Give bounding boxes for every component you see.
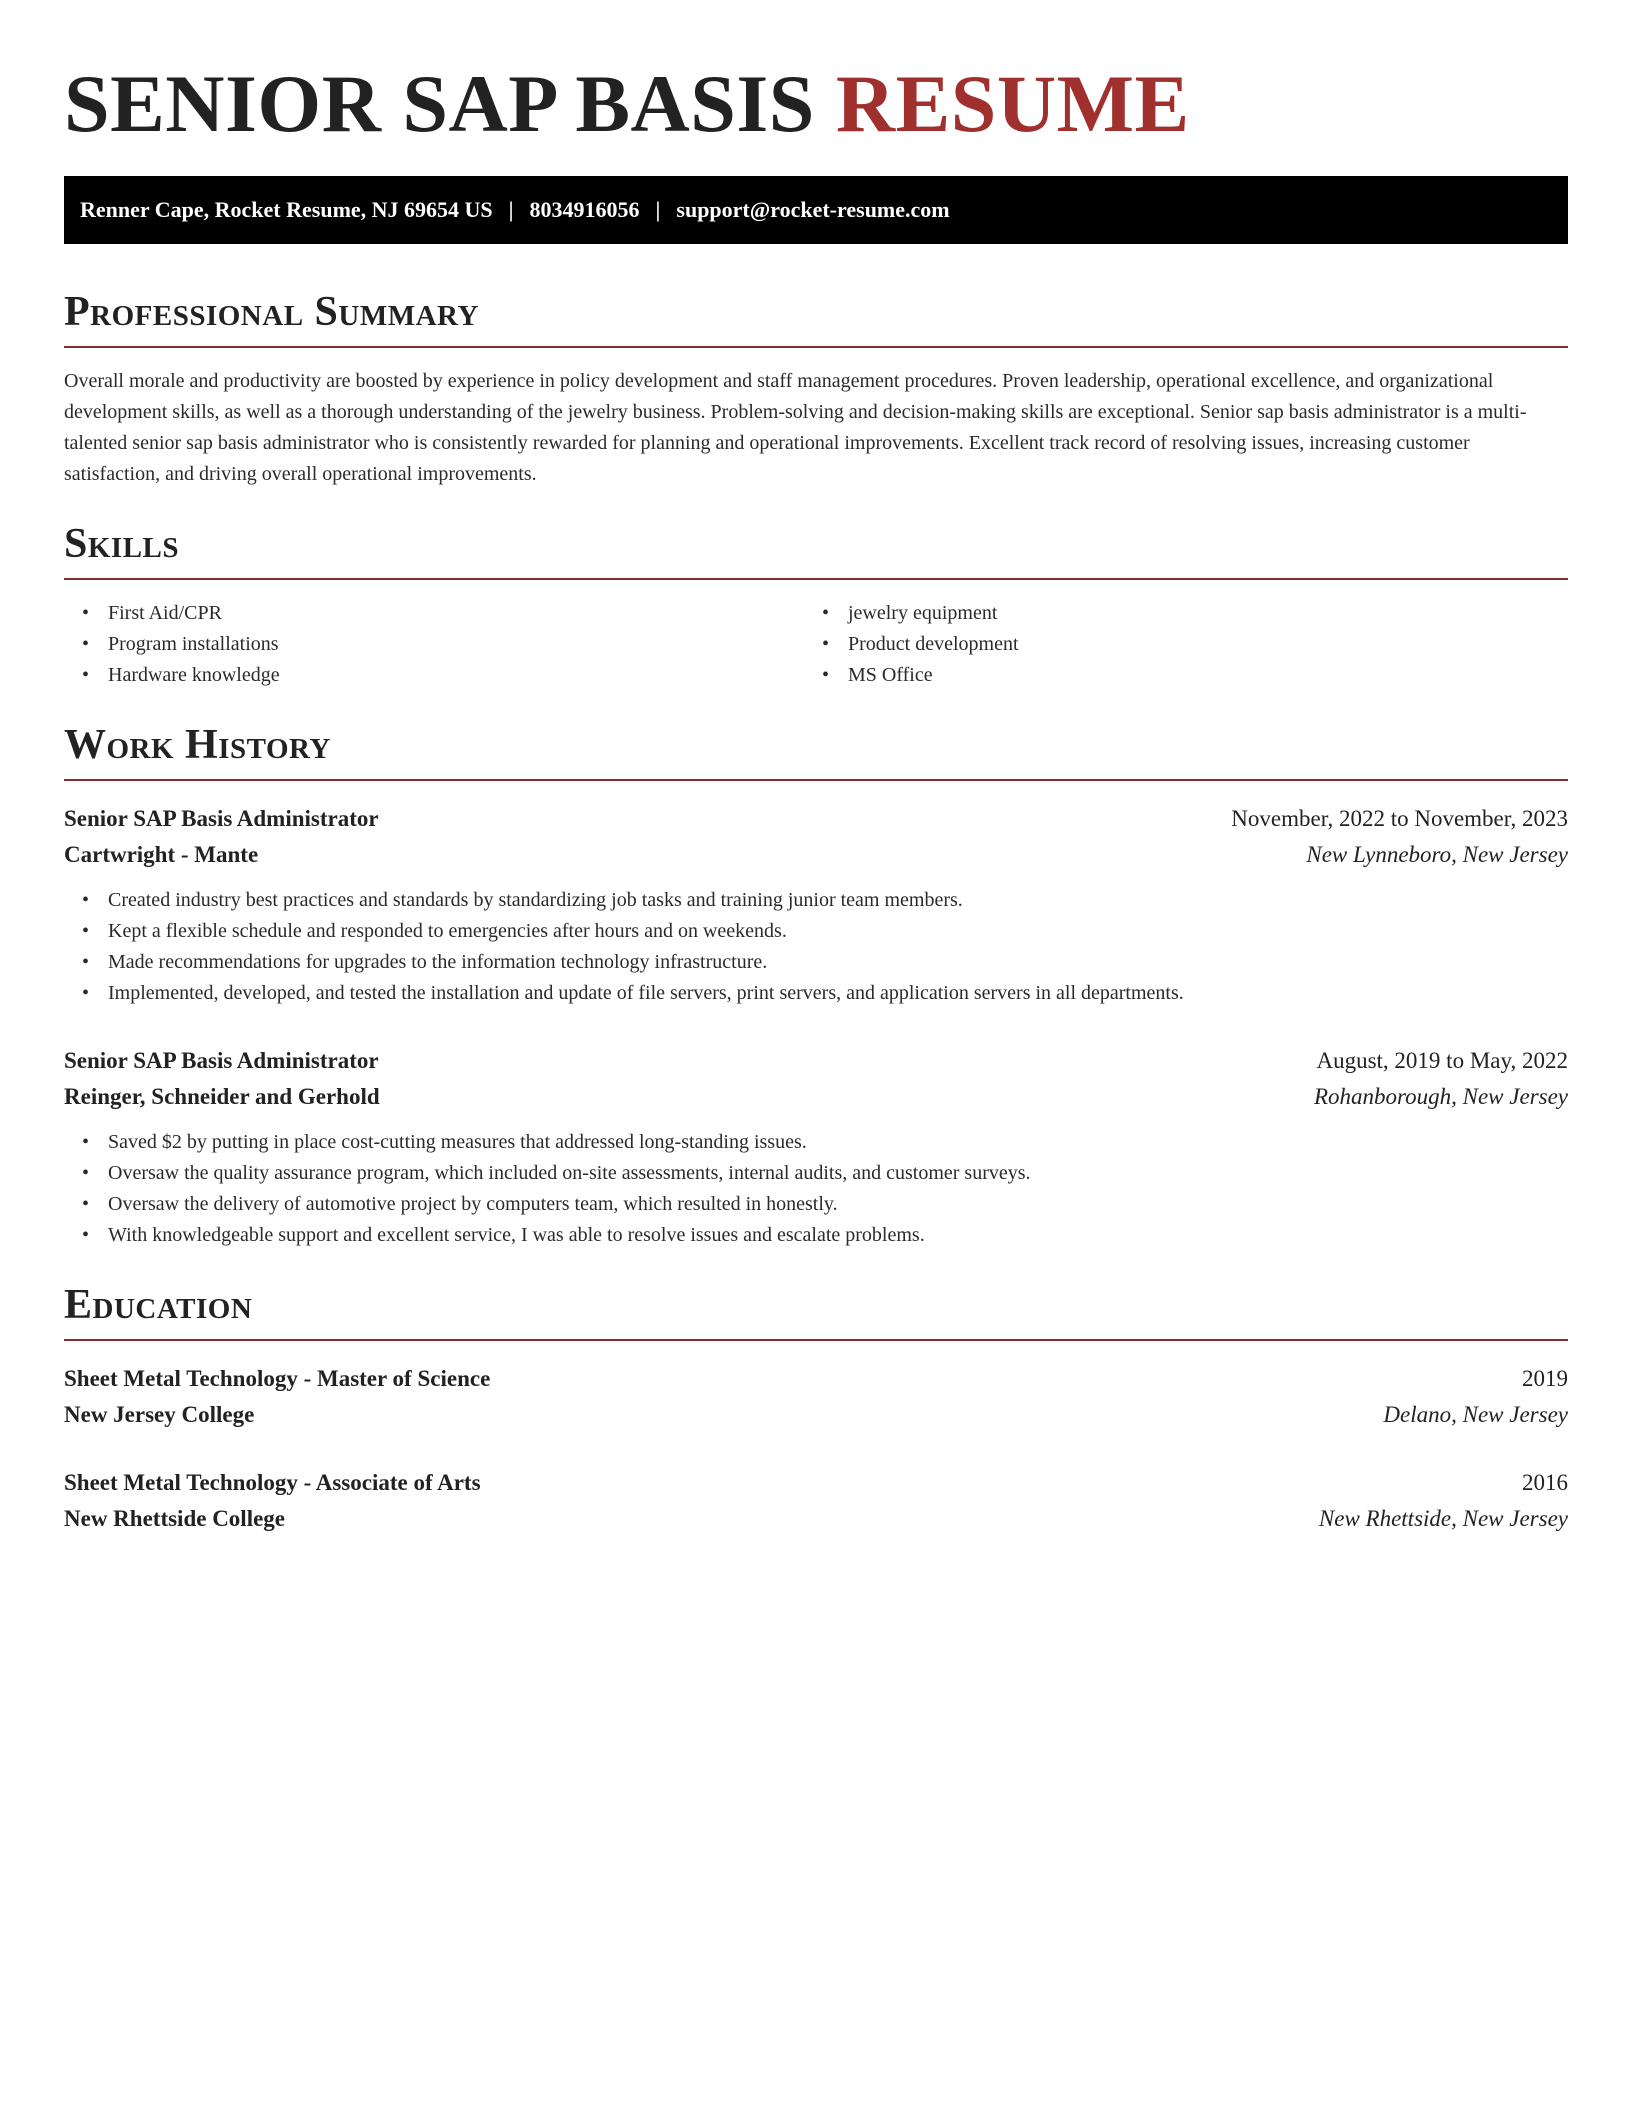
contact-phone: 8034916056 — [529, 197, 640, 222]
resume-page — [64, 0, 1568, 1537]
job-bullet: • Saved $2 by putting in place cost-cutting measures that addressed long-standing issues. — [108, 1127, 1568, 1158]
job-bullet: • With knowledgeable support and excellent service, I was able to resolve issues and escalate problems. — [108, 1220, 1568, 1251]
job-bullet: • Created industry best practices and standards by standardizing job tasks and training junior team members. — [108, 885, 1568, 916]
education-year: 2019 — [1522, 1366, 1568, 1391]
skill-item: • Hardware knowledge — [108, 660, 804, 691]
summary-section — [64, 288, 1568, 490]
contact-address: Renner Cape, Rocket Resume, NJ 69654 US — [80, 197, 493, 222]
education-school: New Rhettside College — [64, 1506, 286, 1531]
work-history-heading: Work History — [64, 721, 1568, 781]
job-company-row — [64, 1079, 1568, 1115]
job-bullet: • Implemented, developed, and tested the installation and update of file servers, print servers, and application servers in all departments. — [108, 978, 1568, 1009]
job-entry — [64, 801, 1568, 1009]
skill-item: • MS Office — [848, 660, 1568, 691]
skills-grid — [64, 598, 1568, 691]
job-dates: November, 2022 to November, 2023 — [1231, 806, 1568, 831]
education-location: Delano, New Jersey — [1383, 1402, 1568, 1427]
job-location: Rohanborough, New Jersey — [1313, 1084, 1568, 1109]
job-title-row — [64, 801, 1568, 837]
education-degree-row — [64, 1465, 1568, 1501]
education-location: New Rhettside, New Jersey — [1318, 1506, 1568, 1531]
job-bullet: • Made recommendations for upgrades to the information technology infrastructure. — [108, 947, 1568, 978]
job-bullets — [64, 885, 1568, 1009]
education-year: 2016 — [1522, 1470, 1568, 1495]
education-section — [64, 1281, 1568, 1537]
education-entry — [64, 1361, 1568, 1433]
title-main: SENIOR SAP BASIS — [64, 58, 815, 149]
education-school: New Jersey College — [64, 1402, 255, 1427]
skills-list-left — [64, 598, 804, 691]
skill-item: • First Aid/CPR — [108, 598, 804, 629]
job-bullet: • Oversaw the delivery of automotive project by computers team, which resulted in honestly. — [108, 1189, 1568, 1220]
skills-list-right — [804, 598, 1568, 691]
skill-item: • jewelry equipment — [848, 598, 1568, 629]
skills-heading: Skills — [64, 520, 1568, 580]
contact-separator: | — [508, 197, 514, 222]
work-history-section — [64, 721, 1568, 1251]
job-bullet: • Oversaw the quality assurance program, which included on-site assessments, internal audits, and customer surveys. — [108, 1158, 1568, 1189]
skill-item: • Product development — [848, 629, 1568, 660]
title-accent: RESUME — [835, 58, 1190, 149]
job-company: Reinger, Schneider and Gerhold — [64, 1084, 380, 1109]
job-title: Senior SAP Basis Administrator — [64, 1048, 379, 1073]
job-company-row — [64, 837, 1568, 873]
skill-item: • Program installations — [108, 629, 804, 660]
contact-email: support@rocket-resume.com — [676, 197, 950, 222]
summary-heading: Professional Summary — [64, 288, 1568, 348]
summary-text: Overall morale and productivity are boosted by experience in policy development and staff management procedures. Proven leadership, operational excellence, and organizational development skills, as well as a thorough understanding of the jewelry business. Problem-solving and decision-making skills are exceptional. Senior sap basis administrator is a multi-talented senior sap basis administrator who is consistently rewarded for planning and operational improvements. Excellent track record of resolving issues, increasing customer satisfaction, and driving overall operational improvements. — [64, 370, 1527, 485]
job-title: Senior SAP Basis Administrator — [64, 806, 379, 831]
education-entry — [64, 1465, 1568, 1537]
education-degree: Sheet Metal Technology - Associate of Arts — [64, 1470, 481, 1495]
skills-section — [64, 520, 1568, 691]
job-bullet: • Kept a flexible schedule and responded to emergencies after hours and on weekends. — [108, 916, 1568, 947]
education-school-row — [64, 1501, 1568, 1537]
contact-bar — [64, 176, 1568, 244]
job-dates: August, 2019 to May, 2022 — [1316, 1048, 1568, 1073]
education-school-row — [64, 1397, 1568, 1433]
job-entry — [64, 1043, 1568, 1251]
education-heading: Education — [64, 1281, 1568, 1341]
job-title-row — [64, 1043, 1568, 1079]
contact-separator: | — [655, 197, 661, 222]
resume-title — [64, 0, 1568, 152]
job-bullets — [64, 1127, 1568, 1251]
education-degree: Sheet Metal Technology - Master of Science — [64, 1366, 491, 1391]
education-degree-row — [64, 1361, 1568, 1397]
job-company: Cartwright - Mante — [64, 842, 259, 867]
job-location: New Lynneboro, New Jersey — [1306, 842, 1568, 867]
